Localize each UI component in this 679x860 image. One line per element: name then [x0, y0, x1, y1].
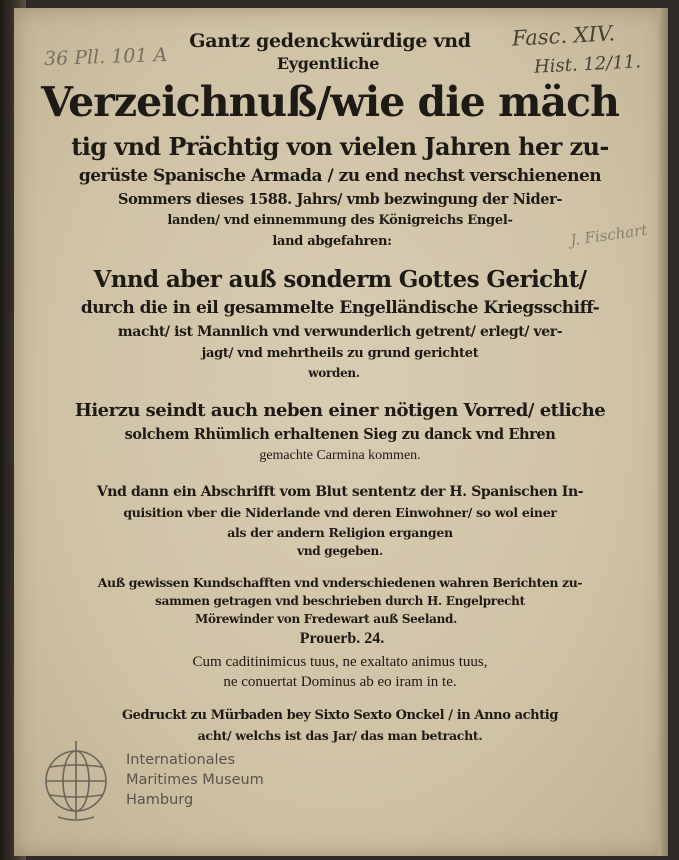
- section5-line-2: sammen getragen vnd beschrieben durch H. Engelprecht: [155, 594, 525, 608]
- proverb-reference: Prouerb. 24.: [299, 630, 385, 647]
- museum-watermark-text: [126, 750, 264, 810]
- title-line-4: tig vnd Prächtig von vielen Jahren her zu-: [71, 132, 609, 161]
- museum-name-line-2: Maritimes Museum: [126, 772, 264, 788]
- section3-line-3: gemachte Carmina kommen.: [259, 448, 421, 463]
- title-main-large: Verzeichnuß/wie die mäch: [41, 78, 619, 126]
- section2-line-5: worden.: [308, 366, 360, 380]
- section3-line-2: solchem Rhümlich erhaltenen Sieg zu danck vnd Ehren: [124, 426, 556, 443]
- title-line-2: Eygentliche: [276, 54, 380, 73]
- proverb-line-2: ne conuertat Dominus ab eo iram in te.: [223, 674, 457, 690]
- section5-line-1: Auß gewissen Kundschafften vnd vnderschiedenen wahren Berichten zu-: [97, 575, 583, 590]
- title-line-1: Gantz gedenckwürdige vnd: [189, 30, 471, 52]
- title-line-8: land abgefahren:: [272, 234, 392, 249]
- handwritten-shelfmark: 36 Pll. 101 A: [43, 43, 168, 71]
- section4-line-3: als der andern Religion ergangen: [227, 525, 453, 540]
- museum-name-line-3: Hamburg: [126, 792, 194, 808]
- handwritten-fascicle-note: Fasc. XIV.: [511, 21, 616, 51]
- section2-line-1: Vnnd aber auß sonderm Gottes Gericht/: [93, 266, 587, 293]
- section2-line-3: macht/ ist Mannlich vnd verwunderlich getrent/ erlegt/ ver-: [117, 324, 563, 340]
- imprint-line-2: acht/ welchs ist das Jar/ das man betracht.: [197, 728, 483, 743]
- title-line-6: Sommers dieses 1588. Jahrs/ vmb bezwingung der Nider-: [118, 191, 562, 208]
- proverb-line-1: Cum caditinimicus tuus, ne exaltato animus tuus,: [192, 654, 488, 670]
- section4-line-2: quisition vber die Niderlande vnd deren Einwohner/ so wol einer: [123, 505, 557, 520]
- section2-line-4: jagt/ vnd mehrtheils zu grund gerichtet: [201, 346, 479, 361]
- handwritten-hist-note: Hist. 12/11.: [533, 51, 642, 78]
- handwritten-author-note: J. Fischart: [569, 220, 649, 250]
- section4-line-4: vnd gegeben.: [297, 544, 383, 558]
- imprint-line-1: Gedruckt zu Mürbaden bey Sixto Sexto Onckel / in Anno achtig: [121, 708, 559, 723]
- title-page: [14, 8, 666, 856]
- section2-line-2: durch die in eil gesammelte Engelländische Kriegsschiff-: [80, 298, 600, 318]
- title-line-5: gerüste Spanische Armada / zu end nechst verschienenen: [78, 166, 602, 186]
- section5-line-3: Mörewinder von Fredewart auß Seeland.: [195, 612, 457, 626]
- title-line-7: landen/ vnd einnemmung des Königreichs Engel-: [167, 213, 513, 228]
- globe-ship-logo-icon: [40, 735, 112, 825]
- page-edge: [658, 8, 668, 856]
- section3-line-1: Hierzu seindt auch neben einer nötigen Vorred/ etliche: [74, 400, 606, 421]
- museum-name-line-1: Internationales: [126, 752, 236, 768]
- section4-line-1: Vnd dann ein Abschrifft vom Blut sententz der H. Spanischen In-: [96, 484, 584, 500]
